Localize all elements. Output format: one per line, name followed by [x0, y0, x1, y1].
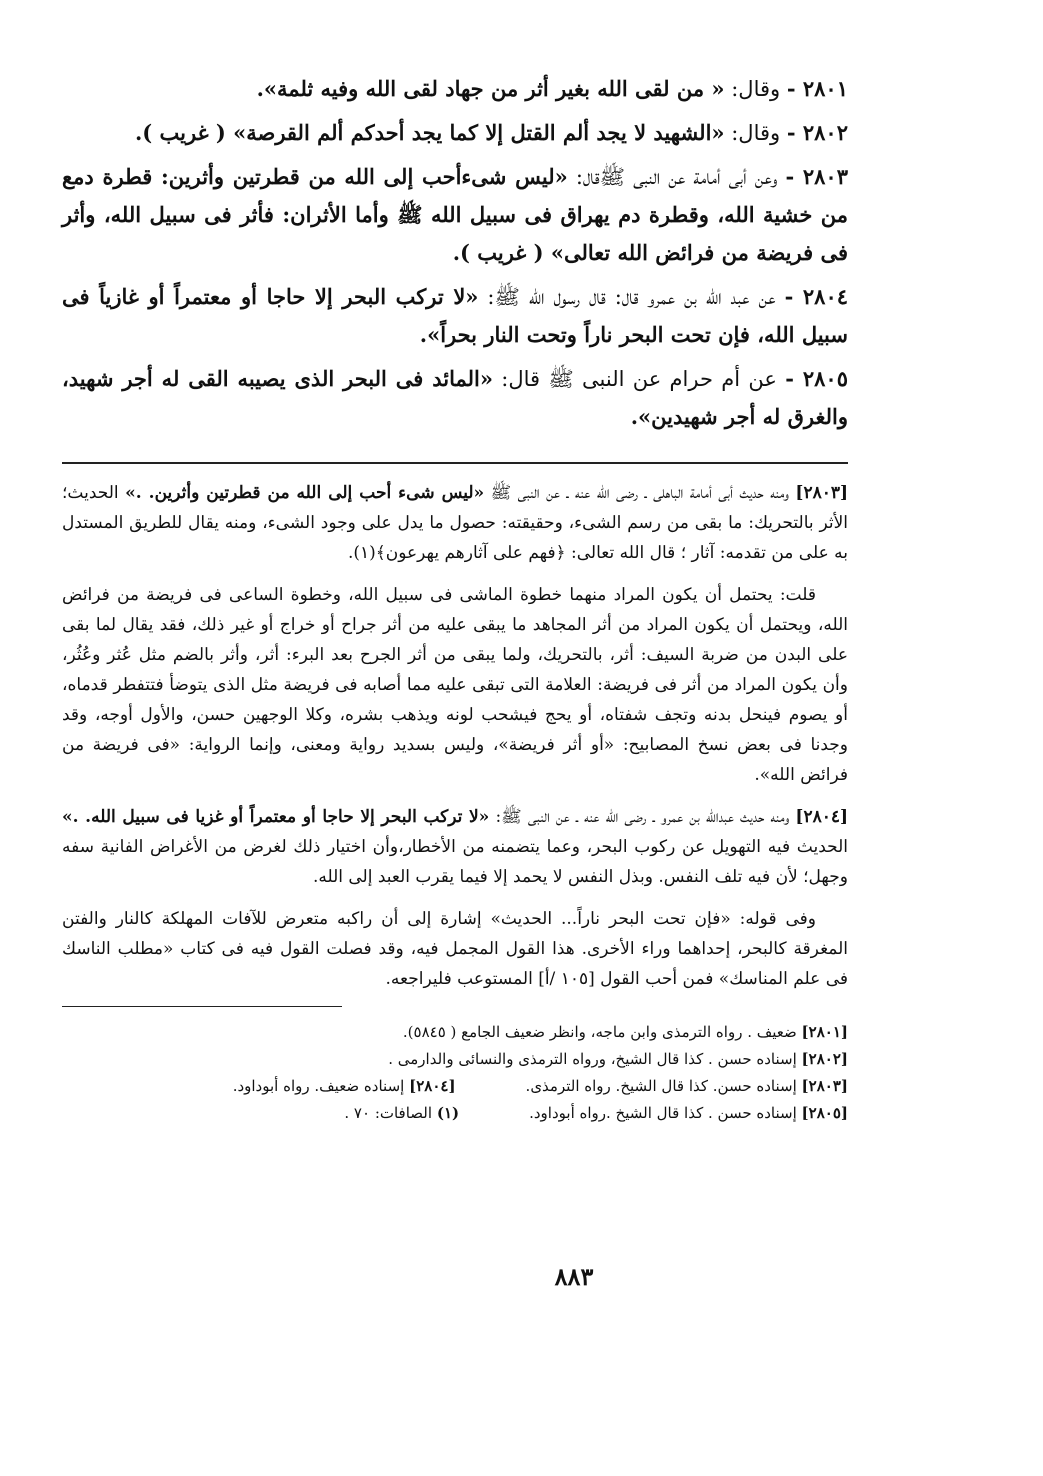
commentary-2804: [62, 802, 848, 892]
commentary: [62, 478, 848, 994]
hadith-text: «لا تركب البحر إلا حاجا أو معتمراً أو غازياً فى سبيل الله، فإن تحت البحر ناراً وتحت النار بحراً».: [62, 284, 848, 347]
hadith-intro: وعن أبى أمامة عن النبى ﷺقال:: [575, 165, 778, 189]
footnote-text: إسناده حسن . كذا قال الشيخ، ورواه الترمذى والنسائى والدارمى .: [388, 1050, 797, 1068]
commentary-note: [62, 904, 848, 994]
footnote-row: [62, 1019, 848, 1046]
footnote-text: الصافات: ٧٠ .: [344, 1104, 433, 1122]
footnote-text: ضعيف . رواه الترمذى وابن ماجه، وانظر ضعيف الجامع ( ٥٨٤٥).: [402, 1023, 797, 1041]
hadith-text: «ليس شىءأحب إلى الله من قطرتين وأثرين: قطرة دمع من خشية الله، وقطرة دم يهراق فى سبيل الله ﷺ وأما الأثران: فأثر فى سبيل الله، وأثر فى فريضة من فرائض الله تعالى» ( غريب ).: [62, 164, 848, 265]
footnote-2802: [388, 1046, 848, 1073]
footnote-ref: [٢٨٠١]: [801, 1023, 848, 1041]
commentary-quote: «ليس شىء أحب إلى الله من قطرتين وأثرين. .»: [125, 483, 485, 503]
commentary-body: الحديث؛ الأثر بالتحريك: ما بقى من رسم الشىء، وحقيقته: حصول ما يدل على وجود الشىء، ومنه يقال للطريق المستدل به على من تقدمه: آثار ؛ قال الله تعالى: ﴿فهم على آثارهم يهرعون﴾(١).: [62, 483, 848, 563]
footnote-2805: [529, 1100, 848, 1127]
hadith-text: « من لقى الله بغير أثر من جهاد لقى الله وفيه ثلمة».: [256, 76, 725, 101]
hadith-text: «الشهيد لا يجد ألم القتل إلا كما يجد أحدكم ألم القرصة» ( غريب ).: [134, 120, 725, 145]
footnote-ref: (١): [436, 1104, 460, 1122]
hadith-intro: وقال:: [731, 77, 781, 101]
footnote-row: [62, 1100, 848, 1127]
footnotes: [62, 1019, 848, 1127]
hadith-2801: [62, 70, 848, 108]
commentary-lead: ومنه حديث أبى أمامة الباهلى ـ رضى الله عنه ـ عن النبى ﷺ: [490, 483, 789, 503]
footnote-2801: [403, 1019, 848, 1046]
hadith-2805: [62, 360, 848, 436]
footnote-2803: [526, 1073, 848, 1100]
hadith-list: [62, 70, 848, 436]
hadith-intro: وقال:: [731, 121, 781, 145]
page-number-text: ٨٨٣: [554, 1262, 594, 1291]
hadith-2802: [62, 114, 848, 152]
footnote-2804: [233, 1073, 456, 1100]
commentary-body: وفى قوله: «فإن تحت البحر ناراً... الحديث» إشارة إلى أن راكبه متعرض للآفات المهلكة كالنار والفتن المغرقة كالبحر، إحداهما وراء الأخرى. هذا القول المجمل فيه، وقد فصلت القول فيه فى كتاب «مطلب الناسك فى علم المناسك» فمن أحب القول [١٠٥ /أ] المستوعب فليراجعه.: [62, 909, 848, 989]
footnote-row: [62, 1073, 848, 1100]
hadith-number: ٢٨٠٢ -: [786, 120, 848, 145]
footnote-1: [344, 1100, 459, 1127]
commentary-ref: [٢٨٠٣]: [795, 483, 849, 503]
hadith-number: ٢٨٠١ -: [786, 76, 848, 101]
hadith-number: ٢٨٠٥ -: [785, 366, 848, 391]
commentary-2803: [62, 478, 848, 568]
footnote-text: إسناده ضعيف. رواه أبوداود.: [232, 1077, 405, 1095]
commentary-lead: ومنه حديث عبدالله بن عمرو ـ رضى الله عنه ـ عن النبى ﷺ:: [495, 807, 790, 827]
footnote-ref: [٢٨٠٢]: [801, 1050, 848, 1068]
hadith-text: «المائد فى البحر الذى يصيبه القى له أجر شهيد، والغرق له أجر شهيدين».: [62, 366, 848, 429]
footnote-divider: [62, 1006, 342, 1007]
hadith-2803: [62, 158, 848, 272]
commentary-body: قلت: يحتمل أن يكون المراد منهما خطوة الماشى فى سبيل الله، وخطوة الساعى فى فريضة من فرائض الله، ويحتمل أن يكون المراد من أثر المجاهد ما يبقى عليه من أثر جراح أو خراج أو غير ذلك، فقد يقال لما بقى على البدن من ضربة السيف: أثر، بالتحريك، ولما يبقى من أثر الجرح بعد البرء: أثر، وأثر بالضم مثل عُثر وعُثُر، وأن يكون المراد من أثر فى فريضة: العلامة التى تبقى عليه مما أصابه فى فريضة مثل الذى يتوضأ فتتفطر قدماه، أو يصوم فينحل بدنه وتجف شفتاه، أو يحج فيشحب لونه ويذهب بشره، وكلا الوجهين حسن، والأول أوجه، وقد وجدنا فى بعض نسخ المصابيح: «أو أثر فريضة»، وليس بسديد رواية ومعنى، وإنما الرواية: «فى فريضة من فرائض الله».: [62, 585, 848, 785]
hadith-number: ٢٨٠٣ -: [785, 164, 848, 189]
section-divider: [62, 462, 848, 464]
footnote-ref: [٢٨٠٥]: [801, 1104, 848, 1122]
footnote-ref: [٢٨٠٣]: [801, 1077, 848, 1095]
footnote-row: [62, 1046, 848, 1073]
commentary-ref: [٢٨٠٤]: [795, 807, 849, 827]
hadith-number: ٢٨٠٤ -: [784, 284, 849, 309]
footnote-text: إسناده حسن. كذا قال الشيخ. رواه الترمذى.: [525, 1077, 797, 1095]
page-number: [0, 1262, 1043, 1291]
commentary-body: الحديث فيه التهويل عن ركوب البحر، وعما يتضمنه من الأخطار،وأن اختيار ذلك لغرض من الأغراض الفانية سفه وجهل؛ لأن فيه تلف النفس. وبذل النفس لا يحمد إلا فيما يقرب العبد إلى الله.: [62, 837, 848, 887]
footnote-text: إسناده حسن . كذا قال الشيخ .رواه أبوداود.: [529, 1104, 797, 1122]
hadith-intro: عن عبد الله بن عمرو قال: قال رسول الله ﷺ:: [487, 285, 776, 309]
commentary-note: [62, 580, 848, 790]
hadith-intro: عن أم حرام عن النبى ﷺ قال:: [501, 367, 777, 391]
commentary-quote: «لا تركب البحر إلا حاجا أو معتمراً أو غزيا فى سبيل الله. .»: [62, 807, 490, 827]
hadith-2804: [62, 278, 848, 354]
footnote-ref: [٢٨٠٤]: [409, 1077, 456, 1095]
